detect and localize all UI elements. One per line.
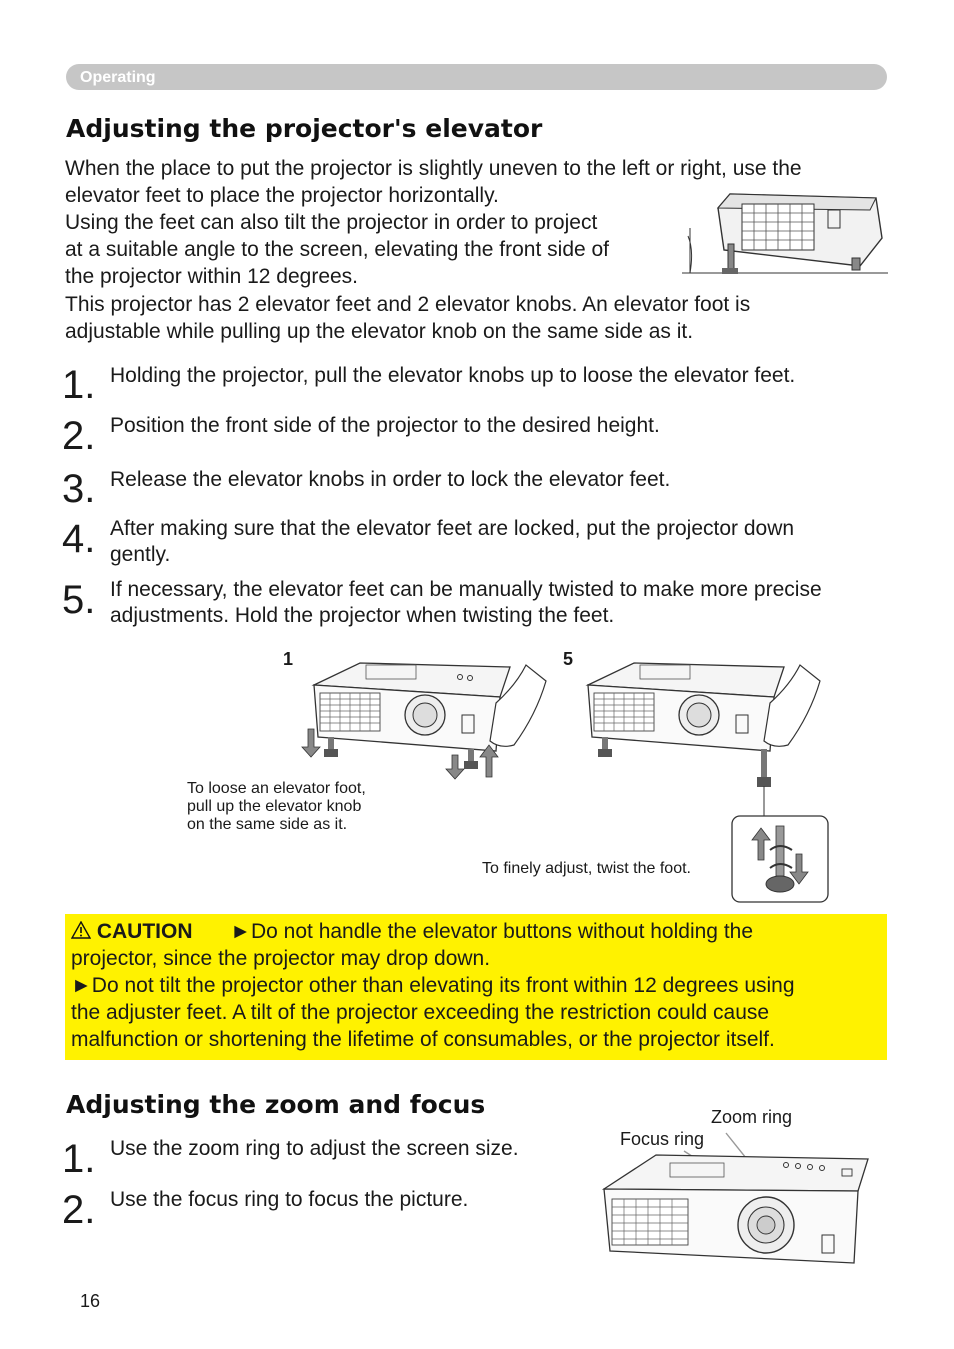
step-text-4-line-2: gently. [110, 543, 171, 566]
zoom-step-number-1: 1. [62, 1137, 96, 1181]
intro-line-4: at a suitable angle to the screen, elevating the front side of [65, 238, 610, 261]
step-text-5-line-2: adjustments. Hold the projector when twisting the feet. [110, 604, 615, 627]
caution-line-4: the adjuster feet. A tilt of the projector exceeding the restriction could cause [71, 1001, 770, 1024]
section-label: Operating [80, 69, 156, 86]
figure-label-1: 1 [283, 649, 294, 669]
caution-line-3: ►Do not tilt the projector other than elevating its front within 12 degrees using [71, 974, 795, 997]
caution-box [65, 914, 887, 1060]
step-number-4: 4. [62, 517, 96, 561]
intro-line-5: the projector within 12 degrees. [65, 265, 359, 288]
elevator-section-title: Adjusting the projector's elevator [66, 114, 543, 143]
focus-ring-label: Focus ring [620, 1129, 705, 1149]
zoom-step-text-2: Use the focus ring to focus the picture. [110, 1188, 469, 1211]
step-text-3: Release the elevator knobs in order to lock the elevator feet. [110, 468, 671, 491]
zoom-focus-projector-illustration [600, 1125, 890, 1280]
step-text-2: Position the front side of the projector to the desired height. [110, 414, 660, 437]
intro-line-3: Using the feet can also tilt the projector in order to project [65, 211, 598, 234]
projector-feet-illustration-step5 [578, 645, 833, 795]
zoom-section-title: Adjusting the zoom and focus [66, 1090, 486, 1119]
caption-twist-foot: To finely adjust, twist the foot. [482, 860, 691, 877]
warning-icon [71, 920, 97, 943]
step-number-2: 2. [62, 414, 96, 458]
twist-foot-inset [730, 780, 830, 904]
step-number-5: 5. [62, 578, 96, 622]
zoom-step-number-2: 2. [62, 1188, 96, 1232]
intro-line-2: elevator feet to place the projector horizontally. [65, 184, 499, 207]
caption-loose-foot-line-3: on the same side as it. [187, 816, 348, 833]
intro-line-6: This projector has 2 elevator feet and 2 elevator knobs. An elevator foot is [65, 293, 751, 316]
step-number-3: 3. [62, 467, 96, 511]
section-header-bar [66, 64, 887, 90]
step-text-4-line-1: After making sure that the elevator feet are locked, put the projector down [110, 517, 795, 540]
caution-line-5: malfunction or shortening the lifetime of consumables, or the projector itself. [71, 1028, 775, 1051]
caption-loose-foot-line-1: To loose an elevator foot, [187, 780, 366, 797]
figure-label-5: 5 [563, 649, 574, 669]
zoom-ring-label: Zoom ring [711, 1107, 793, 1127]
caution-label: CAUTION [96, 920, 193, 943]
projector-feet-illustration-step1 [300, 645, 550, 785]
caution-line-1: ►Do not handle the elevator buttons without holding the [230, 920, 754, 943]
page-number: 16 [80, 1291, 101, 1311]
caption-loose-foot-line-2: pull up the elevator knob [187, 798, 362, 815]
step-text-5-line-1: If necessary, the elevator feet can be manually twisted to make more precise [110, 578, 822, 601]
intro-line-1: When the place to put the projector is slightly uneven to the left or right, use the [65, 157, 802, 180]
zoom-step-text-1: Use the zoom ring to adjust the screen size. [110, 1137, 519, 1160]
intro-line-7: adjustable while pulling up the elevator knob on the same side as it. [65, 320, 694, 343]
step-text-1: Holding the projector, pull the elevator knobs up to loose the elevator feet. [110, 364, 796, 387]
step-number-1: 1. [62, 363, 96, 407]
caution-line-2: projector, since the projector may drop down. [71, 947, 491, 970]
tilted-projector-illustration [680, 188, 890, 278]
